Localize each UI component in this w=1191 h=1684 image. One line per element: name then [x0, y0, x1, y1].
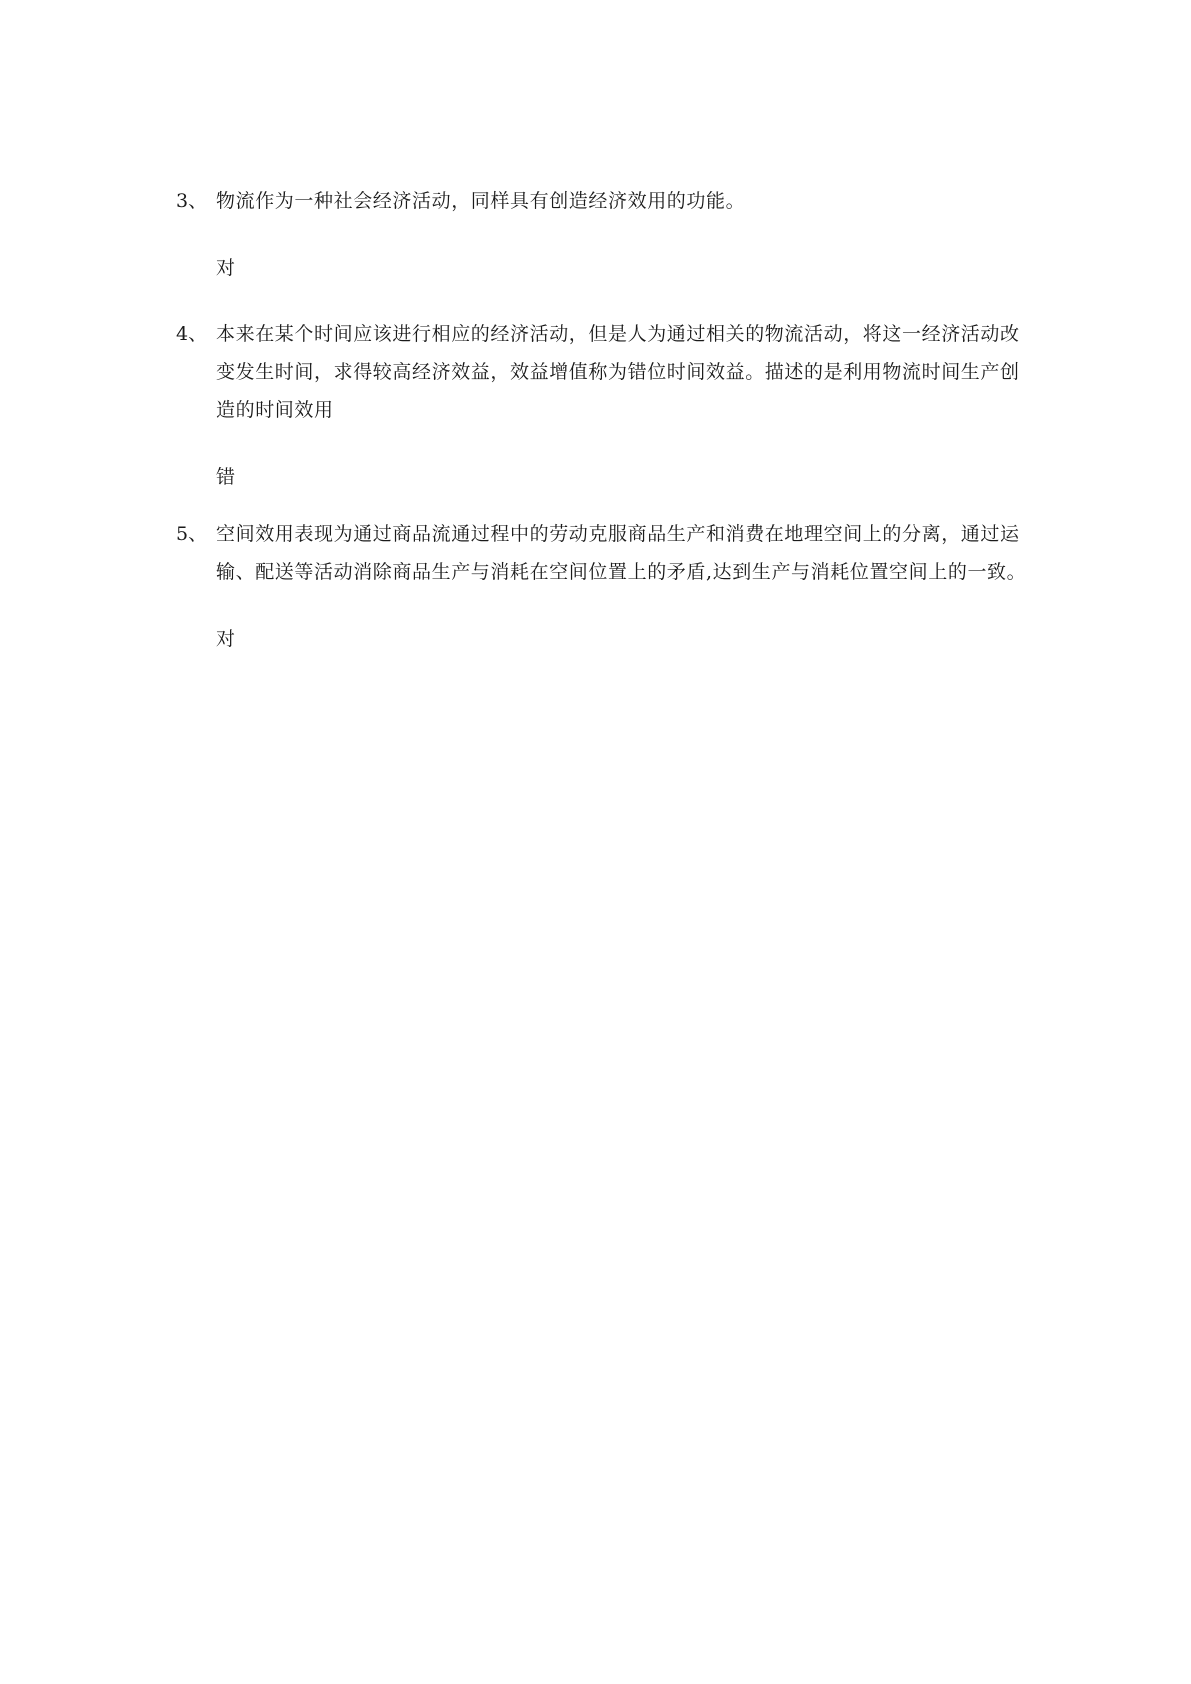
- question-row: [176, 315, 1036, 429]
- question-answer: 错: [216, 466, 236, 488]
- question-answer: 对: [216, 257, 236, 279]
- question-item: [176, 182, 1036, 287]
- question-number: 5、: [176, 523, 208, 545]
- question-item: [176, 315, 1036, 496]
- question-row: [176, 182, 1036, 220]
- question-number: 3、: [176, 190, 208, 212]
- question-text: 本来在某个时间应该进行相应的经济活动，但是人为通过相关的物流活动，将这一经济活动改变发生时间，求得较高经济效益，效益增值称为错位时间效益。描述的是利用物流时间生产创造的时间效用: [216, 323, 1020, 421]
- question-text: 物流作为一种社会经济活动，同样具有创造经济效用的功能。: [216, 190, 746, 212]
- question-answer: 对: [216, 628, 236, 650]
- question-row: [176, 515, 1036, 591]
- question-text: 空间效用表现为通过商品流通过程中的劳动克服商品生产和消费在地理空间上的分离，通过运输、配送等活动消除商品生产与消耗在空间位置上的矛盾,达到生产与消耗位置空间上的一致。: [216, 523, 1027, 583]
- question-item: [176, 515, 1036, 658]
- question-number: 4、: [176, 323, 208, 345]
